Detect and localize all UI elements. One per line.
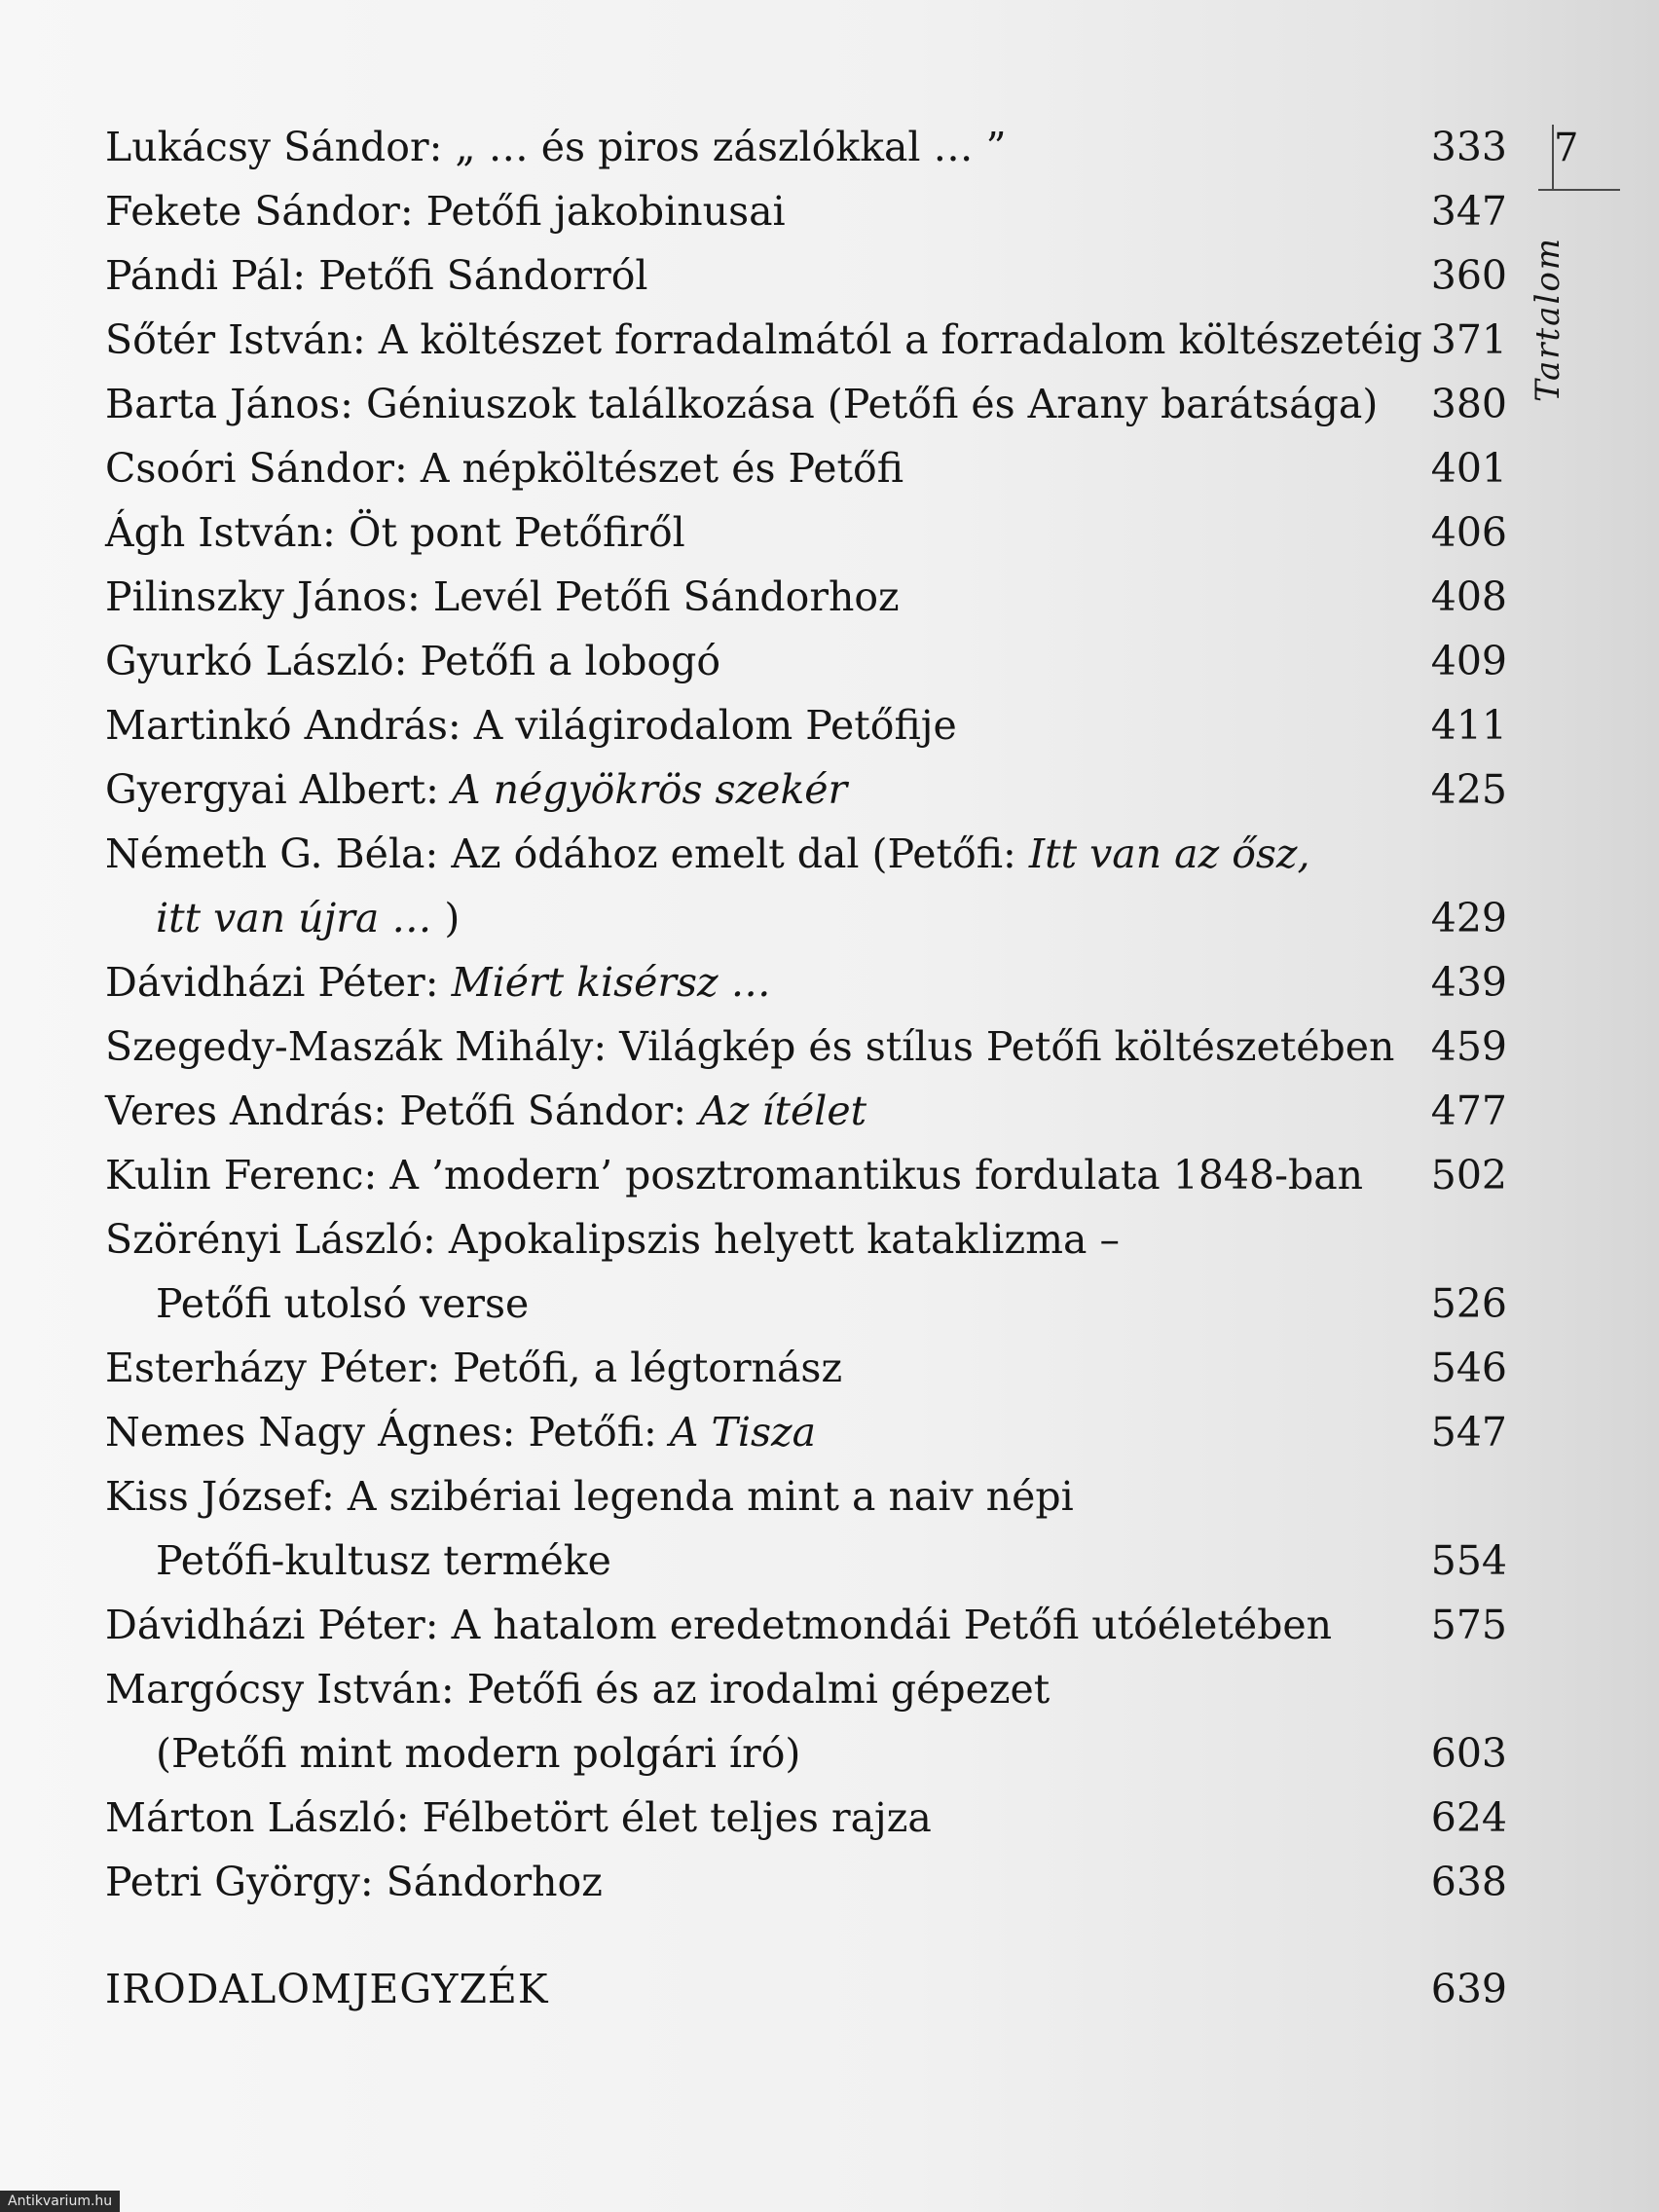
- toc-entry-title: Gyurkó László: Petőfi a lobogó: [105, 638, 721, 684]
- toc-entry-page: 477: [1430, 1088, 1507, 1134]
- toc-entry: [105, 693, 1507, 757]
- toc-entry: [105, 1207, 1507, 1336]
- toc-entry-title: Kulin Ferenc: A ’modern’ posztromantikus fordulata 1848-ban: [105, 1152, 1364, 1198]
- toc-entry-title-continuation: [105, 886, 1303, 950]
- toc-entry: [105, 629, 1507, 693]
- toc-entry: [105, 1143, 1507, 1207]
- bibliography-page: 639: [1430, 1966, 1507, 2012]
- toc-entry-title-italic: Az ítélet: [699, 1088, 867, 1134]
- toc-entry-title-text: Nemes Nagy Ágnes: Petőfi:: [105, 1409, 670, 1456]
- toc-entry-cont-text: ): [444, 895, 461, 941]
- toc-entry-cont-text: Petőfi-kultusz terméke: [156, 1537, 611, 1584]
- toc-entry: [105, 822, 1507, 950]
- toc-entry-cont-italic: itt van újra …: [156, 895, 445, 941]
- toc-entry-title-text: Veres András: Petőfi Sándor:: [105, 1088, 700, 1134]
- page-number: 7: [1554, 126, 1579, 170]
- toc-entry-page: 408: [1430, 573, 1507, 620]
- toc-entry: [105, 1593, 1507, 1657]
- toc-entry-title-continuation: [105, 1529, 1303, 1593]
- toc-entry-page: 638: [1430, 1859, 1507, 1905]
- toc-entry-page: 347: [1430, 188, 1507, 235]
- toc-entry-title: Ágh István: Öt pont Petőfiről: [105, 509, 685, 556]
- toc-entry-title: Fekete Sándor: Petőfi jakobinusai: [105, 188, 786, 235]
- toc-entry-page: 439: [1430, 959, 1507, 1006]
- toc-entry: [105, 308, 1507, 372]
- header-divider: [1538, 189, 1620, 191]
- toc-entry-title: Márton László: Félbetört élet teljes rajza: [105, 1794, 932, 1841]
- toc-entry-page: 429: [1430, 895, 1507, 941]
- toc-entry-title: Petri György: Sándorhoz: [105, 1859, 603, 1905]
- toc-entry-page: 425: [1430, 766, 1507, 813]
- toc-entry-title: Szörényi László: Apokalipszis helyett kataklizma –: [105, 1216, 1120, 1263]
- toc-entry-cont-text: Petőfi utolsó verse: [156, 1280, 530, 1327]
- toc-entry: [105, 115, 1507, 179]
- toc-entry: [105, 1850, 1507, 1914]
- toc-entry-page: 411: [1430, 702, 1507, 749]
- toc-entry-title: Csoóri Sándor: A népköltészet és Petőfi: [105, 445, 904, 492]
- toc-entry-title-italic: A Tisza: [669, 1409, 817, 1456]
- toc-entry-page: 401: [1430, 445, 1507, 492]
- toc-entry: [105, 372, 1507, 436]
- toc-entry: [105, 1400, 1507, 1464]
- toc-entry-title-italic: Miért kisérsz …: [451, 959, 771, 1006]
- toc-entry: [105, 500, 1507, 565]
- toc-entry: [105, 950, 1507, 1014]
- section-label: Tartalom: [1529, 236, 1567, 403]
- toc-entry: [105, 243, 1507, 308]
- bibliography-title: IRODALOMJEGYZÉK: [105, 1966, 549, 2012]
- toc-entry: [105, 1786, 1507, 1850]
- toc-entry-title: Martinkó András: A világirodalom Petőfije: [105, 702, 957, 749]
- toc-entry: [105, 1014, 1507, 1079]
- toc-entry-title: Kiss József: A szibériai legenda mint a naiv népi: [105, 1473, 1074, 1520]
- toc-entry-page: 546: [1430, 1345, 1507, 1391]
- toc-entry-page: 554: [1430, 1537, 1507, 1584]
- running-header: [1529, 125, 1620, 403]
- toc-entry-page: 459: [1430, 1023, 1507, 1070]
- toc-entry-title: Pilinszky János: Levél Petőfi Sándorhoz: [105, 573, 900, 620]
- toc-entry-title-italic: Itt van az ősz,: [1028, 830, 1310, 877]
- toc-entry-page: 360: [1430, 252, 1507, 299]
- toc-entry-title: [105, 1079, 1303, 1143]
- toc-entry: [105, 757, 1507, 822]
- toc-entry: [105, 1336, 1507, 1400]
- toc-entry-title: Sőtér István: A költészet forradalmától a forradalom költészetéig: [105, 316, 1422, 363]
- toc-entry: [105, 436, 1507, 500]
- toc-entry-title: Szegedy-Maszák Mihály: Világkép és stílus Petőfi költészetében: [105, 1023, 1395, 1070]
- toc-entry-title: Lukácsy Sándor: „ … és piros zászlókkal … ”: [105, 124, 1007, 170]
- toc-entry-title: [105, 757, 1303, 822]
- section-spacer: [105, 1914, 1507, 1957]
- toc-entry-title: Dávidházi Péter: A hatalom eredetmondái Petőfi utóéletében: [105, 1602, 1333, 1648]
- toc-entry-title: [105, 950, 1303, 1014]
- toc-entry-page: 603: [1430, 1730, 1507, 1777]
- toc-entry-bibliography: [105, 1957, 1507, 2021]
- toc-entry-title: [105, 1400, 1303, 1464]
- toc-entry-page: 547: [1430, 1409, 1507, 1456]
- table-of-contents: [105, 115, 1507, 2021]
- toc-entry-title-text: Németh G. Béla: Az ódához emelt dal (Petőfi:: [105, 830, 1029, 877]
- toc-entry-title: Pándi Pál: Petőfi Sándorról: [105, 252, 648, 299]
- toc-entry-page: 406: [1430, 509, 1507, 556]
- toc-entry-page: 409: [1430, 638, 1507, 684]
- toc-entry: [105, 179, 1507, 243]
- toc-entry-title-text: Gyergyai Albert:: [105, 766, 452, 813]
- toc-entry-page: 502: [1430, 1152, 1507, 1198]
- toc-entry-title-continuation: [105, 1272, 1303, 1336]
- toc-entry-title: Esterházy Péter: Petőfi, a légtornász: [105, 1345, 843, 1391]
- toc-entry: [105, 1657, 1507, 1786]
- toc-entry-page: 526: [1430, 1280, 1507, 1327]
- header-divider-vertical: [1552, 125, 1554, 189]
- toc-entry-cont-text: (Petőfi mint modern polgári író): [156, 1730, 801, 1777]
- toc-entry: [105, 565, 1507, 629]
- toc-entry-title: Barta János: Géniuszok találkozása (Petőfi és Arany barátsága): [105, 381, 1379, 427]
- toc-entry-title-italic: A négyökrös szekér: [451, 766, 848, 813]
- toc-entry-title-continuation: [105, 1721, 1303, 1786]
- toc-entry-page: 624: [1430, 1794, 1507, 1841]
- toc-entry-title: Margócsy István: Petőfi és az irodalmi gépezet: [105, 1666, 1051, 1713]
- toc-entry-page: 380: [1430, 381, 1507, 427]
- toc-entry-page: 371: [1430, 316, 1507, 363]
- toc-entry-page: 575: [1430, 1602, 1507, 1648]
- toc-entry-page: 333: [1430, 124, 1507, 170]
- toc-entry: [105, 1464, 1507, 1593]
- toc-entry-title-text: Dávidházi Péter:: [105, 959, 452, 1006]
- toc-entry-title: [105, 822, 1310, 886]
- toc-entry: [105, 1079, 1507, 1143]
- watermark: Antikvarium.hu: [0, 2191, 120, 2212]
